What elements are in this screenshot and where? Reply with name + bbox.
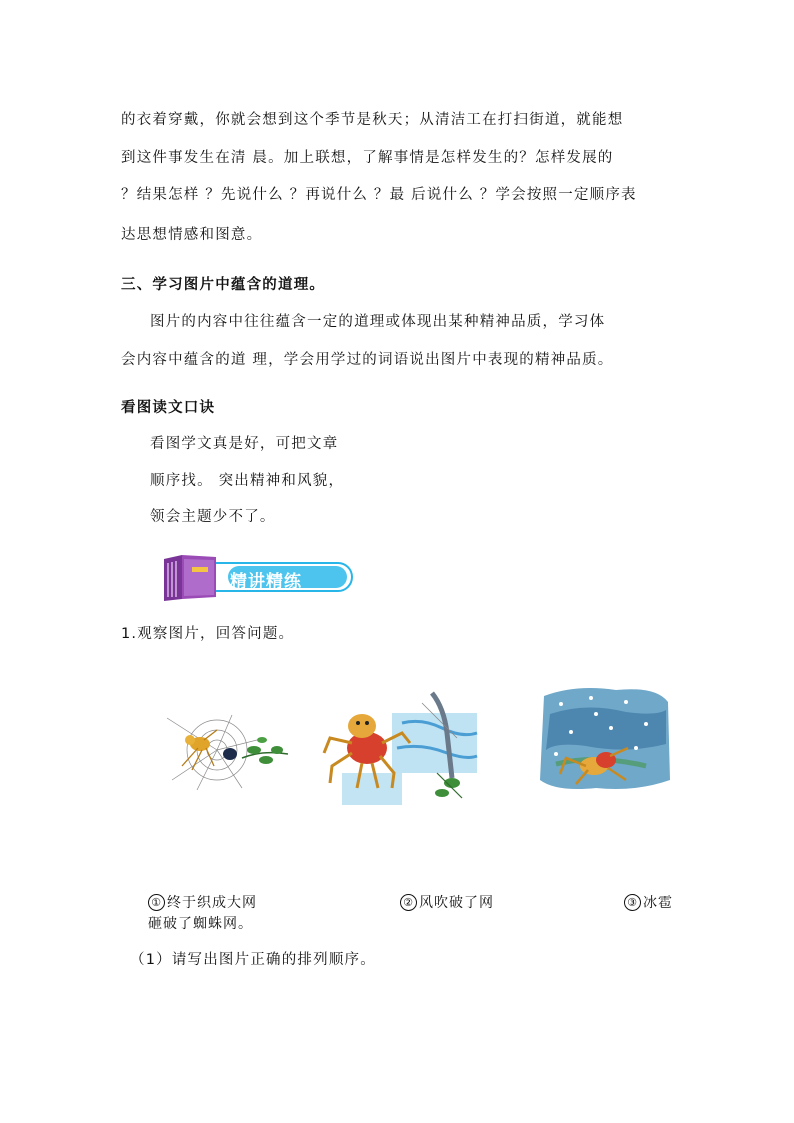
caption-number: ②	[400, 894, 417, 911]
section-heading: 三、学习图片中蕴含的道理。	[121, 277, 326, 293]
rhyme-line: 顺序找。 突出精神和风貌，	[150, 473, 345, 489]
caption-text: 冰雹	[643, 895, 673, 911]
caption-text: 风吹破了网	[419, 895, 494, 911]
paragraph-line: 会内容中蕴含的道 理，学会用学过的词语说出图片中表现的精神品质。	[121, 352, 614, 368]
hail-breaks-web-image	[536, 684, 672, 792]
caption-2	[400, 892, 494, 912]
rhyme-line: 领会主题少不了。	[150, 509, 276, 525]
caption-1	[148, 892, 257, 912]
sub-question: （1）请写出图片正确的排列顺序。	[130, 952, 376, 968]
paragraph-line: 达思想情感和图意。	[121, 227, 263, 243]
caption-text: 终于织成大网	[167, 895, 257, 911]
spider-weaving-web-image	[162, 710, 292, 792]
paragraph-line: ？结果怎样 ？先说什么 ？再说什么 ？最 后说什么 ？学会按照一定顺序表	[121, 187, 637, 203]
section-banner	[158, 553, 358, 603]
rhyme-line: 看图学文真是好，可把文章	[150, 436, 339, 452]
banner-label: 精讲精练	[230, 572, 302, 592]
paragraph-line: 的衣着穿戴，你就会想到这个季节是秋天；从清洁工在打扫街道，就能想	[121, 112, 624, 128]
book-icon	[158, 553, 222, 603]
paragraph-line: 图片的内容中往往蕴含一定的道理或体现出某种精神品质，学习体	[150, 314, 606, 330]
wind-breaks-web-image	[322, 688, 480, 808]
paragraph-line: 到这件事发生在清 晨。加上联想，了解事情是怎样发生的？怎样发展的	[121, 150, 614, 166]
caption-number: ③	[624, 894, 641, 911]
caption-3	[624, 892, 673, 912]
rhyme-heading: 看图读文口诀	[121, 400, 216, 416]
caption-number: ①	[148, 894, 165, 911]
caption-wrap-line: 砸破了蜘蛛网。	[148, 916, 253, 932]
exercise-question: 1.观察图片，回答问题。	[121, 626, 295, 642]
